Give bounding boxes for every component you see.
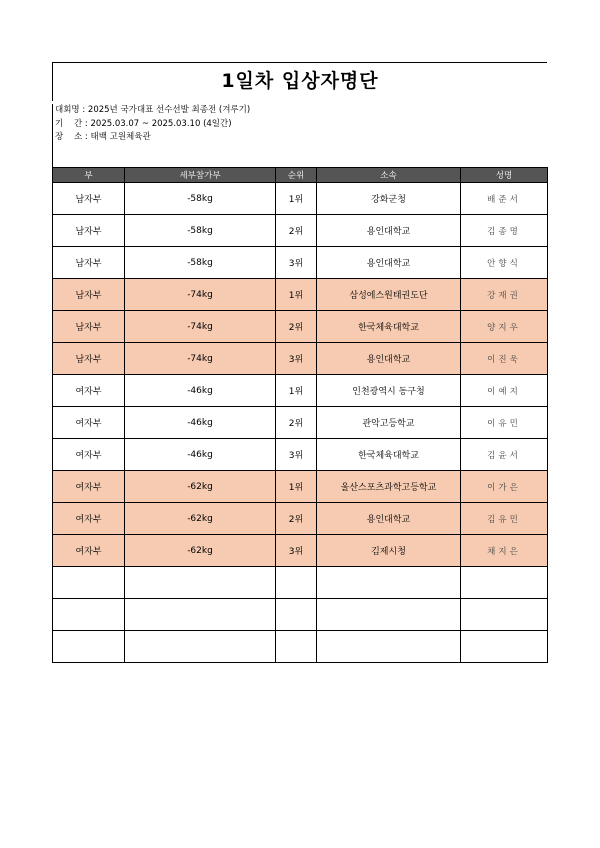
info-value: 2025.03.07 ~ 2025.03.10 (4일간) (90, 118, 232, 129)
table-row (53, 247, 548, 279)
table-row (53, 375, 548, 407)
info-value: 태백 고원체육관 (90, 132, 151, 142)
cell-team: 관악고등학교 (317, 407, 461, 439)
cell-name: 김유민 (461, 503, 548, 535)
cell-name: 김종명 (461, 215, 548, 247)
table-row (53, 471, 548, 503)
empty-cell (317, 631, 461, 663)
cell-team: 용인대학교 (317, 247, 461, 279)
cell-team: 용인대학교 (317, 343, 461, 375)
cell-name: 배준서 (461, 183, 548, 215)
cell-weight-class: -74kg (125, 279, 276, 311)
cell-rank: 3위 (276, 343, 317, 375)
cell-weight-class: -62kg (125, 471, 276, 503)
cell-name: 이가은 (461, 471, 548, 503)
cell-division: 남자부 (53, 183, 125, 215)
header-name: 성명 (461, 168, 548, 183)
cell-name: 김윤서 (461, 439, 548, 471)
cell-division: 여자부 (53, 407, 125, 439)
empty-cell (125, 631, 276, 663)
info-label: 기 간 : (55, 118, 88, 129)
cell-rank: 3위 (276, 535, 317, 567)
table-header-row (53, 168, 548, 183)
empty-cell (125, 599, 276, 631)
table-row (53, 215, 548, 247)
cell-name: 강재권 (461, 279, 548, 311)
cell-rank: 2위 (276, 215, 317, 247)
header-weight-class: 세부참가부 (125, 168, 276, 183)
table-row (53, 183, 548, 215)
cell-division: 남자부 (53, 247, 125, 279)
cell-division: 여자부 (53, 439, 125, 471)
info-label: 장 소 : (55, 132, 88, 142)
cell-division: 남자부 (53, 215, 125, 247)
table-row (53, 535, 548, 567)
cell-name: 이예지 (461, 375, 548, 407)
empty-cell (53, 567, 125, 599)
cell-team: 용인대학교 (317, 215, 461, 247)
table-row (53, 343, 548, 375)
empty-cell (317, 567, 461, 599)
empty-row (53, 599, 548, 631)
event-info (52, 104, 547, 168)
cell-name: 이유민 (461, 407, 548, 439)
info-row-event (53, 104, 547, 118)
info-row-venue (53, 131, 547, 145)
cell-rank: 3위 (276, 247, 317, 279)
empty-cell (461, 567, 548, 599)
cell-division: 남자부 (53, 311, 125, 343)
table-row (53, 279, 548, 311)
header-team: 소속 (317, 168, 461, 183)
empty-cell (317, 599, 461, 631)
empty-row (53, 631, 548, 663)
info-label: 대회명 : (55, 105, 86, 115)
table-row (53, 407, 548, 439)
cell-rank: 2위 (276, 407, 317, 439)
empty-row (53, 567, 548, 599)
empty-cell (461, 631, 548, 663)
cell-team: 울산스포츠과학고등학교 (317, 471, 461, 503)
cell-team: 김제시청 (317, 535, 461, 567)
table-row (53, 439, 548, 471)
cell-name: 이진욱 (461, 343, 548, 375)
cell-division: 여자부 (53, 471, 125, 503)
table-row (53, 503, 548, 535)
cell-rank: 2위 (276, 311, 317, 343)
cell-team: 삼성에스원태권도단 (317, 279, 461, 311)
header-division: 부 (53, 168, 125, 183)
cell-rank: 3위 (276, 439, 317, 471)
cell-division: 여자부 (53, 375, 125, 407)
cell-name: 양지우 (461, 311, 548, 343)
empty-cell (125, 567, 276, 599)
cell-weight-class: -46kg (125, 407, 276, 439)
cell-rank: 2위 (276, 503, 317, 535)
empty-cell (461, 599, 548, 631)
cell-weight-class: -74kg (125, 343, 276, 375)
cell-division: 남자부 (53, 343, 125, 375)
cell-rank: 1위 (276, 183, 317, 215)
empty-cell (276, 631, 317, 663)
cell-weight-class: -46kg (125, 375, 276, 407)
empty-cell (276, 567, 317, 599)
empty-cell (53, 631, 125, 663)
page-title: 1일차 입상자명단 (52, 62, 547, 101)
cell-weight-class: -58kg (125, 215, 276, 247)
cell-rank: 1위 (276, 375, 317, 407)
cell-team: 인천광역시 동구청 (317, 375, 461, 407)
cell-team: 용인대학교 (317, 503, 461, 535)
info-value: 2025년 국가대표 선수선발 최종전 (겨루기) (87, 105, 251, 115)
empty-cell (276, 599, 317, 631)
empty-cell (53, 599, 125, 631)
cell-division: 여자부 (53, 535, 125, 567)
cell-name: 안향식 (461, 247, 548, 279)
cell-weight-class: -62kg (125, 535, 276, 567)
results-body (53, 183, 548, 663)
cell-division: 여자부 (53, 503, 125, 535)
table-row (53, 311, 548, 343)
cell-weight-class: -46kg (125, 439, 276, 471)
cell-division: 남자부 (53, 279, 125, 311)
cell-rank: 1위 (276, 279, 317, 311)
cell-rank: 1위 (276, 471, 317, 503)
cell-weight-class: -74kg (125, 311, 276, 343)
info-row-period (53, 118, 547, 132)
cell-weight-class: -62kg (125, 503, 276, 535)
cell-team: 한국체육대학교 (317, 311, 461, 343)
cell-weight-class: -58kg (125, 247, 276, 279)
cell-team: 한국체육대학교 (317, 439, 461, 471)
results-table (52, 167, 548, 663)
cell-name: 채지은 (461, 535, 548, 567)
header-rank: 순위 (276, 168, 317, 183)
cell-team: 강화군청 (317, 183, 461, 215)
cell-weight-class: -58kg (125, 183, 276, 215)
